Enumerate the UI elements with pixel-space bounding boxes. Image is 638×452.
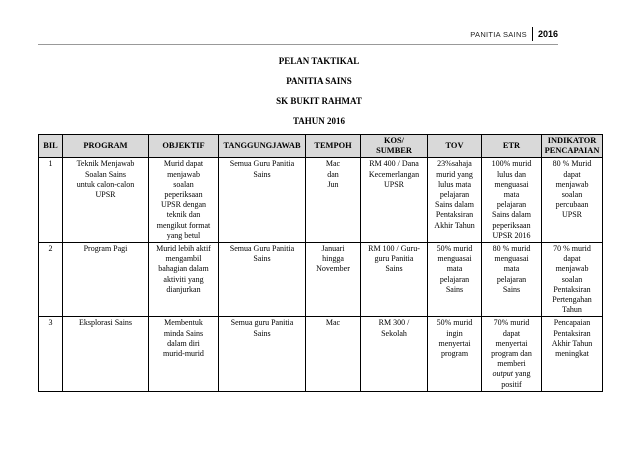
cell-text: menguasai <box>437 254 472 264</box>
cell-text: program dan <box>491 349 532 359</box>
cell-text: 80 % murid <box>492 244 531 254</box>
cell-text: RM 100 / Guru- <box>368 244 420 254</box>
cell-text: Semua guru Panitia <box>230 318 294 328</box>
cell-text: meningkat <box>555 349 589 359</box>
cell-text: mata <box>446 264 463 274</box>
cell-tempoh <box>306 243 361 317</box>
cell-tov <box>428 158 482 243</box>
cell-program <box>63 243 149 317</box>
cell-text: Murid lebih aktif <box>156 244 211 254</box>
cell-text: menguasai <box>494 179 529 189</box>
cell-text: murid-murid <box>163 349 204 359</box>
table-row <box>39 243 603 317</box>
cell-text: UPSR <box>383 179 404 189</box>
cell-text: 1 <box>48 159 53 169</box>
cell-text: 50% murid <box>436 244 473 254</box>
cell-tanggungjawab <box>219 243 306 317</box>
title-line-2: PANITIA SAINS <box>286 76 352 86</box>
header-year: 2016 <box>537 29 558 39</box>
column-header-text: PENCAPAIAN <box>544 146 600 156</box>
cell-text: peperiksaan <box>492 220 531 230</box>
cell-etr <box>482 158 542 243</box>
cell-text: Semua Guru Panitia <box>229 244 295 254</box>
cell-text: soalan <box>561 190 583 200</box>
table-row <box>39 158 603 243</box>
cell-text: Pertengahan <box>552 295 592 305</box>
cell-text: Sains <box>253 328 271 338</box>
column-header-text: BIL <box>43 141 58 151</box>
cell-text: Pentaksiran <box>553 328 591 338</box>
cell-text: RM 300 / <box>378 318 410 328</box>
cell-text: soalan <box>561 274 583 284</box>
column-header-program <box>63 135 149 158</box>
cell-text: Januari <box>321 244 345 254</box>
document-title-block <box>0 56 638 136</box>
column-header-text: OBJEKTIF <box>162 141 205 151</box>
cell-kos <box>361 317 428 391</box>
cell-text: Membentuk <box>164 318 203 328</box>
cell-text: Jun <box>327 179 339 189</box>
cell-text: untuk calon-calon <box>76 179 135 189</box>
cell-tanggungjawab <box>219 158 306 243</box>
column-header-tanggungjawab <box>219 135 306 158</box>
cell-kos <box>361 158 428 243</box>
cell-text: dalam diri <box>167 338 200 348</box>
column-header-text: PROGRAM <box>83 141 128 151</box>
cell-text: yang betul <box>166 230 201 240</box>
cell-text: Pentaksiran <box>435 210 474 220</box>
cell-text: peperiksaan <box>164 190 203 200</box>
cell-program <box>63 317 149 391</box>
cell-text: Sekolah <box>381 328 407 338</box>
cell-text: Mac <box>325 318 341 328</box>
column-header-tov <box>428 135 482 158</box>
column-header-text: TOV <box>445 141 464 151</box>
cell-text: Eksplorasi Sains <box>78 318 133 328</box>
column-header-objektif <box>149 135 219 158</box>
cell-text: hingga <box>322 254 344 264</box>
cell-text: mata <box>503 264 520 274</box>
column-header-kos <box>361 135 428 158</box>
column-header-etr <box>482 135 542 158</box>
cell-text: UPSR dengan <box>160 200 207 210</box>
cell-text: UPSR <box>561 210 582 220</box>
cell-text: menyertai <box>495 338 528 348</box>
column-header-text: TANGGUNGJAWAB <box>223 141 301 151</box>
cell-etr <box>482 317 542 391</box>
cell-text: program <box>440 349 469 359</box>
cell-text: RM 400 / Dana <box>369 159 419 169</box>
cell-text: Akhir Tahun <box>551 338 593 348</box>
cell-text: lulus dan <box>496 169 527 179</box>
cell-text: UPSR 2016 <box>492 230 531 240</box>
cell-text: menjawab <box>555 179 589 189</box>
table-row <box>39 317 603 391</box>
cell-text: pelajaran <box>496 200 527 210</box>
cell-tanggungjawab <box>219 317 306 391</box>
cell-text: guru Panitia <box>374 254 414 264</box>
cell-text: aktiviti yang <box>163 274 204 284</box>
column-header-text: SUMBER <box>376 146 412 156</box>
cell-tov <box>428 243 482 317</box>
cell-indikator <box>542 243 603 317</box>
cell-bil <box>39 243 63 317</box>
cell-text: Soalan Sains <box>84 169 127 179</box>
cell-text: dapat <box>502 328 521 338</box>
cell-text: Program Pagi <box>83 244 128 254</box>
cell-text: Pencapaian <box>553 318 591 328</box>
cell-text: Murid dapat <box>163 159 204 169</box>
cell-indikator <box>542 158 603 243</box>
column-header-text: TEMPOH <box>314 141 352 151</box>
cell-objektif <box>149 158 219 243</box>
table-header-row <box>39 135 603 158</box>
cell-text: Sains dalam <box>492 210 531 220</box>
title-line-1: PELAN TAKTIKAL <box>278 56 360 66</box>
cell-text: Kecemerlangan <box>368 169 420 179</box>
cell-text: 50% murid <box>436 318 473 328</box>
page-header <box>470 27 558 41</box>
column-header-indikator <box>542 135 603 158</box>
cell-text: minda Sains <box>163 328 204 338</box>
cell-tempoh <box>306 158 361 243</box>
cell-text: mata <box>503 190 520 200</box>
column-header-text: ETR <box>502 141 521 151</box>
cell-text: dianjurkan <box>166 284 201 294</box>
cell-text: 100% murid <box>491 159 532 169</box>
cell-text: positif <box>501 379 522 389</box>
cell-text: murid yang <box>436 169 473 179</box>
cell-tov <box>428 317 482 391</box>
cell-text: pelajaran <box>496 274 527 284</box>
column-header-tempoh <box>306 135 361 158</box>
header-rule <box>38 44 558 45</box>
cell-text: menyertai <box>438 338 471 348</box>
title-line-3: SK BUKIT RAHMAT <box>276 96 362 106</box>
title-line-4: TAHUN 2016 <box>292 116 346 126</box>
cell-text: pelajaran <box>439 190 470 200</box>
cell-text: Pentaksiran <box>553 284 591 294</box>
cell-text: bahagian dalam <box>158 264 209 274</box>
cell-text: Tahun <box>562 305 582 315</box>
header-text: PANITIA SAINS <box>470 29 527 39</box>
cell-tempoh <box>306 317 361 391</box>
cell-text: 2 <box>48 244 53 254</box>
cell-text: percubaan <box>555 200 589 210</box>
cell-text: Sains <box>385 264 403 274</box>
cell-text: ingin <box>446 328 463 338</box>
cell-text: teknik dan <box>166 210 201 220</box>
cell-text: Sains dalam <box>435 200 474 210</box>
cell-text: Sains <box>445 284 464 294</box>
cell-text: Akhir Tahun <box>434 220 475 230</box>
cell-text: November <box>316 264 350 274</box>
cell-objektif <box>149 317 219 391</box>
cell-etr <box>482 243 542 317</box>
cell-text: Sains <box>502 284 521 294</box>
cell-text: Teknik Menjawab <box>76 159 135 169</box>
cell-text: menjawab <box>167 169 200 179</box>
cell-text: menguasai <box>494 254 529 264</box>
cell-text: soalan <box>173 179 194 189</box>
cell-text: menjawab <box>555 264 589 274</box>
cell-text: 80 % Murid <box>552 159 592 169</box>
cell-text: lulus mata <box>437 179 472 189</box>
cell-text: Sains <box>253 169 271 179</box>
cell-text: 3 <box>48 318 53 328</box>
cell-program <box>63 158 149 243</box>
cell-text: Mac <box>325 159 341 169</box>
cell-text: dapat <box>563 169 581 179</box>
cell-text: 70 % murid <box>553 244 591 254</box>
cell-text: Semua Guru Panitia <box>229 159 295 169</box>
cell-text: memberi <box>497 359 526 369</box>
cell-text: dapat <box>563 254 581 264</box>
cell-objektif <box>149 243 219 317</box>
cell-text: Sains <box>253 254 271 264</box>
column-header-bil <box>39 135 63 158</box>
tactical-plan-table <box>38 134 603 392</box>
cell-text: pelajaran <box>439 274 470 284</box>
cell-kos <box>361 243 428 317</box>
cell-text: output yang <box>492 369 531 379</box>
column-header-text: KOS/ <box>383 136 404 145</box>
cell-text: mengikut format <box>156 220 211 230</box>
cell-text: 23%sahaja <box>437 159 472 169</box>
cell-indikator <box>542 317 603 391</box>
column-header-text: INDIKATOR <box>547 136 597 145</box>
cell-bil <box>39 317 63 391</box>
cell-text: UPSR <box>95 190 116 200</box>
cell-text: 70% murid <box>493 318 530 328</box>
cell-bil <box>39 158 63 243</box>
cell-text: dan <box>327 169 339 179</box>
cell-text: mengambil <box>165 254 202 264</box>
